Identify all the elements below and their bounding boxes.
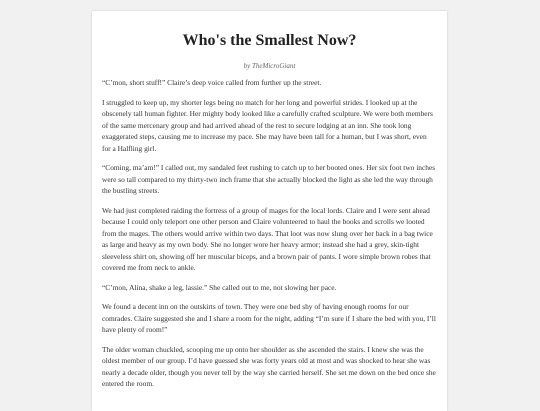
- story-paragraph: “Coming, ma’am!” I called out, my sandaled feet rushing to catch up to her booted ones. Her six foot two inches were so tall compared to my thirty-two inch frame that she actually blocked the light as she led the way through the bustling streets.: [102, 163, 436, 195]
- story-paragraph: “C’mon, Alina, shake a leg, lassie.” She called out to me, not slowing her pace.: [102, 282, 337, 292]
- story-paragraph: I struggled to keep up, my shorter legs being no match for her long and powerful strides. I looked up at the obscenely tall human fighter. Her mighty body looked like a carefully crafted sculpture. We were both members of the same mercenary group and had arrived ahead of the rest to secure lodging at an inn. She took long exaggerated steps, causing me to increase my pace. She may have been tall for a human, but I was short, even for a Halfling girl.: [102, 97, 433, 153]
- story-paragraph: The older woman chuckled, scooping me up onto her shoulder as she ascended the stairs. I knew she was the oldest member of our group. I’d have guessed she was forty years old at most and was shocked to hear she was nearly a decade older, though you never tell by the way she carried herself. She set me down on the bed once she entered the room.: [102, 344, 436, 388]
- story-paragraph: We found a decent inn on the outskirts of town. They were one bed shy of having enough rooms for our comrades. Claire suggested she and I share a room for the night, adding “I’m sure if I share the bed with you, I’ll have plenty of room!”: [102, 302, 436, 334]
- story-body: [102, 77, 437, 390]
- story-title: Who's the Smallest Now?: [182, 32, 357, 49]
- story-byline: by TheMicroGiant: [243, 62, 296, 70]
- story-paragraph: We had just completed raiding the fortress of a group of mages for the local lords. Claire and I were sent ahead because I could only teleport one other person and Claire volunteered to haul the books and scrolls we looted from the mages. The others would arrive within two days. That loot was now slung over her back in a bag twice as large and heavy as my own body. She no longer wore her heavy armor; instead she had a grey, skin-tight sleeveless shirt on, showing off her muscular biceps, and a brown pair of pants. I wore simple brown robes that covered me from neck to ankle.: [102, 205, 433, 272]
- story-paragraph: “C’mon, short stuff!” Claire’s deep voice called from further up the street.: [102, 78, 322, 87]
- story-page: [92, 11, 447, 411]
